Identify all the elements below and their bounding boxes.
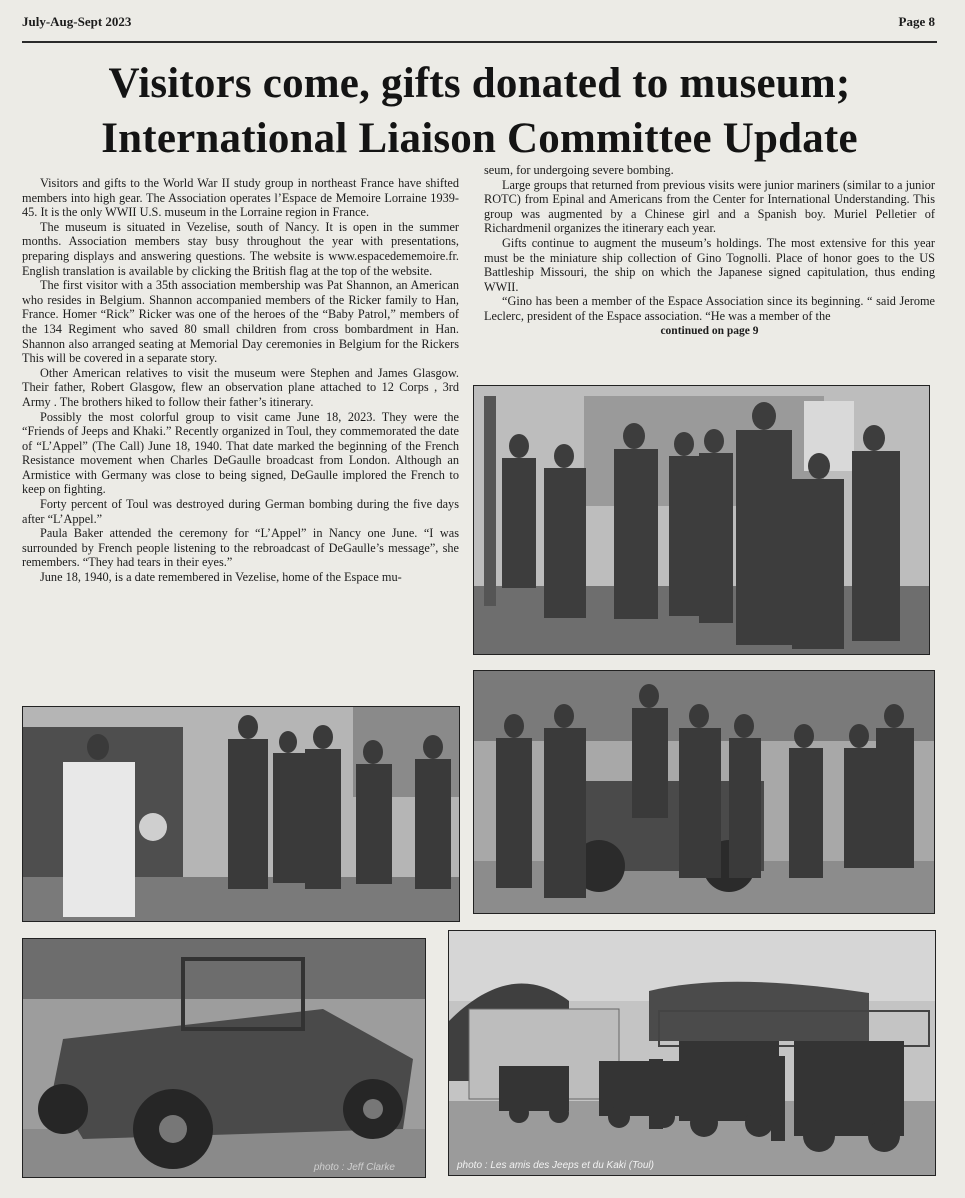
paragraph: Paula Baker attended the ceremony for “L’Appel” in Nancy one June. “I was surrounded by French people listening to the rebroadcast of DeGaulle’s message”, she remembers. “They had tears in their eyes.” <box>22 526 459 570</box>
headline-line-1: Visitors come, gifts donated to museum; <box>108 60 851 107</box>
photo-illustration <box>23 939 425 1177</box>
continued-notice: continued on page 9 <box>660 324 759 337</box>
page-number: Page 8 <box>898 14 935 29</box>
paragraph: Gifts continue to augment the museum’s holdings. The most extensive for this year must be the miniature ship collection of Gino Tognolli. Place of honor goes to the US Battleship Missouri, the ship on which the Japanese signed capitulation, thus ending WWII. <box>484 235 935 294</box>
photo-illustration <box>23 707 459 921</box>
paragraph: Possibly the most colorful group to visit came June 18, 2023. They were the “Friends of Jeeps and Khaki.” Recently organized in Toul, they commemorated the date of “L’Appel” (The Call) June 18, 1940. That date marked the beginning of the French Resistance movement when Charles DeGaulle broadcast from London. Although an Armistice with Germany was close to being signed, DeGaulle implored the French to keep on fighting. <box>22 409 459 497</box>
photo-jeep-closeup <box>22 938 426 1178</box>
paragraph: “Gino has been a member of the Espace Association since its beginning. “ said Jerome Leclerc, president of the Espace association. “He was a member of the <box>484 294 935 323</box>
paragraph: Visitors and gifts to the World War II study group in northeast France have shifted members into high gear. The Association operates l’Espace de Memoire Lorraine 1939-45. It is the only WWII U.S. museum in the Lorraine region in France. <box>22 176 459 220</box>
paragraph: The museum is situated in Vezelise, south of Nancy. It is open in the summer months. Association members stay busy throughout the year with presentations, preparing displays and answering questions. The website is www.espacedememoire.fr. English translation is available by clicking the British flag at the top of the website. <box>22 219 459 278</box>
photo-credit: photo : Jeff Clarke <box>313 1162 395 1173</box>
issue-date: July-Aug-Sept 2023 <box>22 14 132 29</box>
article-column-2 <box>484 163 935 338</box>
paragraph: Forty percent of Toul was destroyed during German bombing during the five days after “L’Appel.” <box>22 497 459 526</box>
header-rule <box>22 41 937 43</box>
photo-group-with-jeep <box>473 670 935 914</box>
paragraph: The first visitor with a 35th association membership was Pat Shannon, an American who resides in Belgium. Shannon accompanied members of the Ricker family to Han, France. Homer “Rick” Ricker was one of the heroes of the “Baby Patrol,” members of the 134 Regiment who saved 80 small children from cross bombardment in Han. Shannon also arranged seating at Memorial Day ceremonies in Belgium for the Rickers This will be covered in a separate story. <box>22 278 459 366</box>
photo-jeeps-at-memorial <box>448 930 936 1176</box>
paragraph-continued: seum, for undergoing severe bombing. <box>484 163 674 177</box>
photo-group-museum-visitors <box>473 385 930 655</box>
photo-credit: photo : Les amis des Jeeps et du Kaki (Toul) <box>457 1160 654 1171</box>
headline-line-2: International Liaison Committee Update <box>101 115 858 162</box>
photo-uniformed-group-vehicles <box>22 706 460 922</box>
article-column-1 <box>22 176 459 585</box>
photo-illustration <box>474 386 929 654</box>
paragraph: Large groups that returned from previous visits were junior mariners (similar to a junior ROTC) from Epinal and Americans from the Center for International Understanding. This group was augmented by a Chinese girl and a Spanish boy. Muriel Pelletier of Richardmenil organizes the itinerary each year. <box>484 177 935 236</box>
paragraph: Other American relatives to visit the museum were Stephen and James Glasgow. Their father, Robert Glasgow, flew an observation plane attached to 12 Corps , 3rd Army . The brothers hiked to follow their father’s itinerary. <box>22 365 459 409</box>
headline <box>22 56 937 166</box>
photo-illustration <box>449 931 935 1175</box>
paragraph: June 18, 1940, is a date remembered in Vezelise, home of the Espace mu- <box>40 570 402 585</box>
photo-illustration <box>474 671 934 913</box>
